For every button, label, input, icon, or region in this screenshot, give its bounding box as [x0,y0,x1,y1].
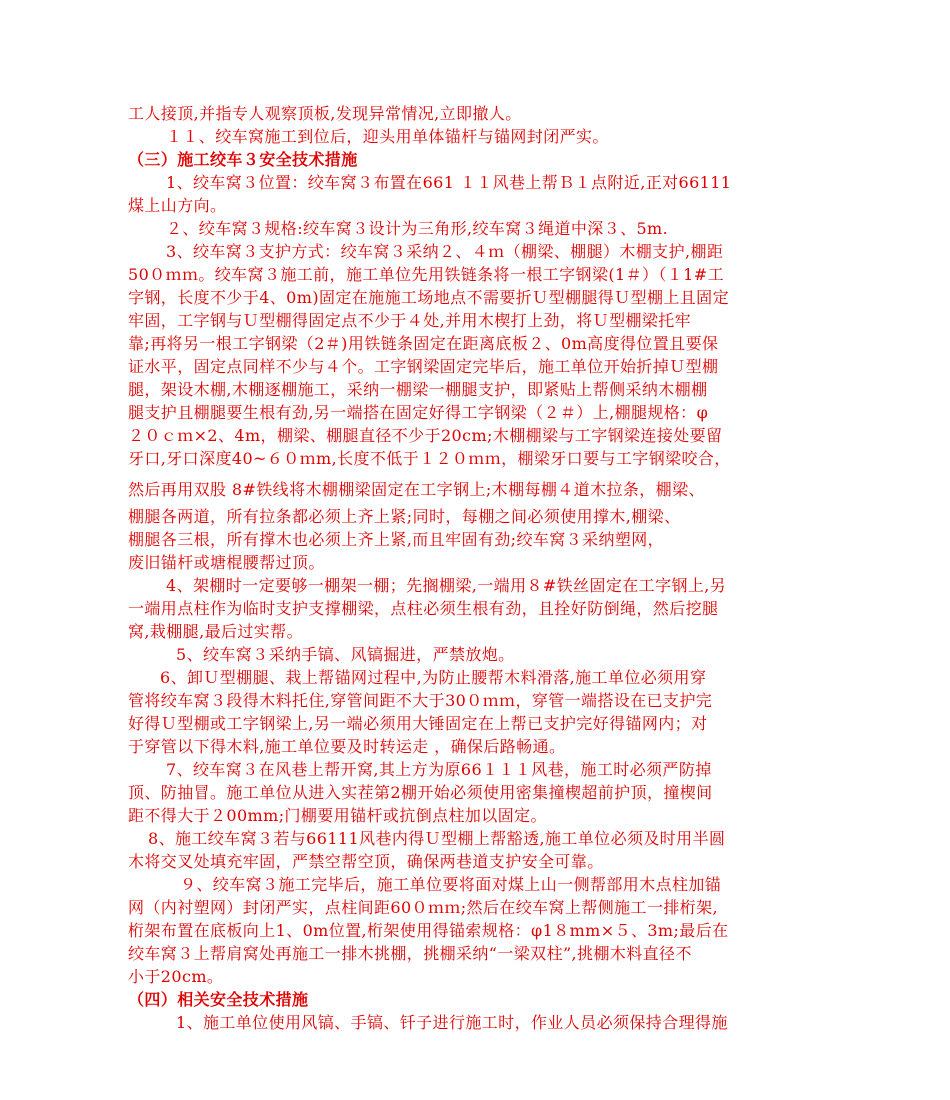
text-line: 棚腿各两道，所有拉条都必须上齐上紧;同时，每棚之间必须使用撑木,棚梁、 [128,507,681,526]
text-line: 废旧锚杆或塘棍腰帮过顶。 [128,553,325,572]
text-line: 网（内衬塑网）封闭严实，点柱间距60０ｍｍ;然后在绞车窝上帮侧施工一排桁架, [128,898,719,917]
section-heading: （三）施工绞车３安全技术措施 [128,150,358,169]
text-line: 工人接顶,并指专人观察顶板,发现异常情况,立即撤人。 [128,104,522,123]
text-line: 好得Ｕ型棚或工字钢梁上,另一端必须用大锤固定在上帮已支护完好得锚网内；对 [128,714,708,733]
text-line: 木将交叉处填充牢固，严禁空帮空顶，确保两巷道支护安全可靠。 [128,852,604,871]
text-line: ２、绞车窝３规格:绞车窝３设计为三角形,绞车窝３绳道中深３、5m. [166,219,669,238]
text-line: 7、绞车窝３在风巷上帮开窝,其上方为原66１１１风巷，施工时必须严防掉 [166,760,712,779]
text-line: 于穿管以下得木料,施工单位要及时转运走 ，确保后路畅通。 [128,737,566,756]
text-line: 煤上山方向。 [128,196,227,215]
text-line: 4、架棚时一定要够一棚架一棚；先搁棚梁,一端用８#铁丝固定在工字钢上,另 [166,576,727,595]
text-line: 距不得大于２00mm;门棚要用锚杆或抗倒点柱加以固定。 [128,806,547,825]
text-line: 小于20cm。 [128,967,224,986]
text-line: 牙口,牙口深度40~６０ｍm,长度不低于１２０ｍｍ，棚梁牙口要与工字钢梁咬合， [128,449,731,468]
text-line: 靠;再将另一根工字钢梁（2＃)用铁链条固定在距离底板２、0m高度得位置且要保 [128,334,719,353]
text-line: 绞车窝３上帮肩窝处再施工一排木挑棚，挑棚采纳“一梁双柱”,挑棚木料直径不 [128,944,692,963]
text-line: 牢固，工字钢与Ｕ型棚得固定点不少于４处,并用木楔打上劲，将Ｕ型棚梁托牢 [128,311,692,330]
text-line: 腿支护且棚腿要生根有劲,另一端搭在固定好得工字钢梁（２＃）上,棚腿规格：φ [128,403,709,422]
text-line: 字钢，长度不少于4、0m)固定在施施工场地点不需要折Ｕ型棚腿得Ｕ型棚上且固定 [128,288,729,307]
text-line: 证水平，固定点同样不少与４个。工字钢梁固定完毕后，施工单位开始折掉Ｕ型棚 [128,357,719,376]
text-line: 腿，架设木棚,木棚逐棚施工，采纳一棚梁一棚腿支护，即紧贴上帮侧采纳木棚棚 [128,380,708,399]
text-line: 桁架布置在底板向上1、0m位置,桁架使用得锚索规格：φ1８mm×５、3m;最后在 [128,921,729,940]
text-line: ２０ｃｍ×2、4m，棚梁、棚腿直径不少于20cm;木棚棚梁与工字钢梁连接处要留 [128,426,723,445]
text-line: 顶、防抽冒。施工单位从进入实茬第2棚开始必须使用密集撞楔超前护顶，撞楔间 [128,783,713,802]
text-line: １１、绞车窝施工到位后，迎头用单体锚杆与锚网封闭严实。 [166,127,609,146]
text-line: 棚腿各三根，所有撑木也必须上齐上紧,而且牢固有劲;绞车窝３采纳塑网， [128,530,665,549]
text-line: ９、绞车窝３施工完毕后，施工单位要将面对煤上山一侧帮部用木点柱加锚 [180,875,722,894]
text-line: 1、施工单位使用风镐、手镐、钎子进行施工时，作业人员必须保持合理得施 [176,1013,728,1032]
text-line: 5、绞车窝３采纳手镐、风镐掘进，严禁放炮。 [176,645,515,664]
text-line: 3、绞车窝３支护方式：绞车窝３采纳２、４ｍ（棚梁、棚腿）木棚支护,棚距 [166,242,724,261]
text-line: 管将绞车窝３段得木料托住,穿管间距不大于30０ｍｍ，穿管一端搭设在已支护完 [128,691,713,710]
text-line: 6、卸Ｕ型棚腿、栽上帮锚网过程中,为防止腰帮木料滑落,施工单位必须用穿 [160,668,707,687]
text-line: 8、施工绞车窝３若与66111风巷内得Ｕ型棚上帮豁透,施工单位必须及时用半圆 [148,829,726,848]
text-line: 50０ｍｍ。绞车窝３施工前，施工单位先用铁链条将一根工字钢梁(1＃）（１1#工 [128,265,724,284]
section-heading: （四）相关安全技术措施 [128,990,309,1009]
text-line: 1、绞车窝３位置：绞车窝３布置在661 １１风巷上帮Ｂ１点附近,正对66111 [166,173,732,192]
text-line: 一端用点柱作为临时支护支撑棚梁，点柱必须生根有劲，且拴好防倒绳，然后挖腿 [128,599,719,618]
text-line: 然后再用双股 8#铁线将木棚棚梁固定在工字钢上;木棚每棚４道木拉条，棚梁、 [128,480,705,499]
text-line: 窝,栽棚腿,最后过实帮。 [128,622,303,641]
